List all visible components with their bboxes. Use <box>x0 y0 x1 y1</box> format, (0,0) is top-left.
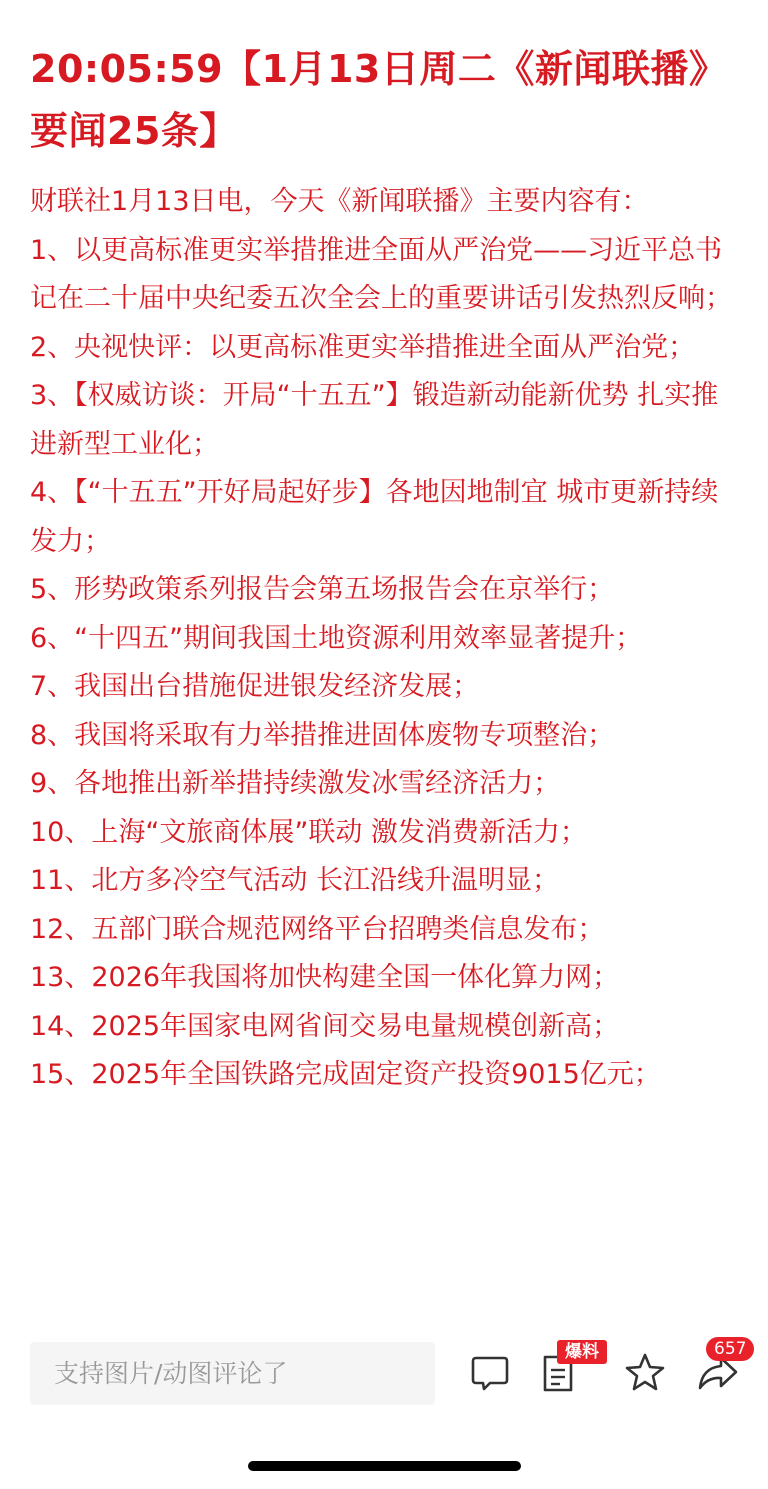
list-item: 5、形势政策系列报告会第五场报告会在京举行； <box>30 574 615 605</box>
list-item: 3、【权威访谈：开局“十五五”】锻造新动能新优势 扎实推进新型工业化； <box>30 380 719 460</box>
list-item: 11、北方多冷空气活动 长江沿线升温明显； <box>30 865 559 896</box>
news-tip-badge: 爆料 <box>557 1340 607 1364</box>
list-item: 10、上海“文旅商体展”联动 激发消费新活力； <box>30 816 587 848</box>
share-count-badge: 657 <box>706 1337 754 1361</box>
comment-input[interactable]: 支持图片/动图评论了 <box>30 1342 435 1405</box>
article-body <box>30 178 742 1100</box>
list-item: 7、我国出台措施促进银发经济发展； <box>30 671 480 702</box>
favorite-button[interactable] <box>617 1344 673 1400</box>
list-item: 8、我国将采取有力举措推进固体废物专项整治； <box>30 719 615 751</box>
list-item: 15、2025年全国铁路完成固定资产投资9015亿元； <box>30 1059 661 1090</box>
list-item: 4、【“十五五”开好局起好步】各地因地制宜 城市更新持续发力； <box>30 477 719 557</box>
article-intro: 财联社1月13日电，今天《新闻联播》主要内容有： <box>30 186 649 217</box>
home-indicator <box>248 1461 521 1471</box>
list-item: 2、央视快评：以更高标准更实举措推进全面从严治党； <box>30 331 696 363</box>
comment-icon <box>462 1344 518 1400</box>
list-item: 14、2025年国家电网省间交易电量规模创新高； <box>30 1010 620 1042</box>
list-item: 13、2026年我国将加快构建全国一体化算力网； <box>30 962 620 993</box>
list-item: 9、各地推出新举措持续激发冰雪经济活力； <box>30 768 561 799</box>
list-item: 12、五部门联合规范网络平台招聘类信息发布； <box>30 913 605 945</box>
list-item: 1、以更高标准更实举措推进全面从严治党——习近平总书记在二十届中央纪委五次全会上的重要讲话引发热烈反响； <box>30 234 732 314</box>
article-headline: 20:05:59【1月13日周二《新闻联播》要闻25条】 <box>30 47 728 153</box>
comment-button[interactable] <box>462 1344 518 1400</box>
star-icon <box>617 1344 673 1400</box>
list-item: 6、“十四五”期间我国土地资源利用效率显著提升； <box>30 622 643 654</box>
